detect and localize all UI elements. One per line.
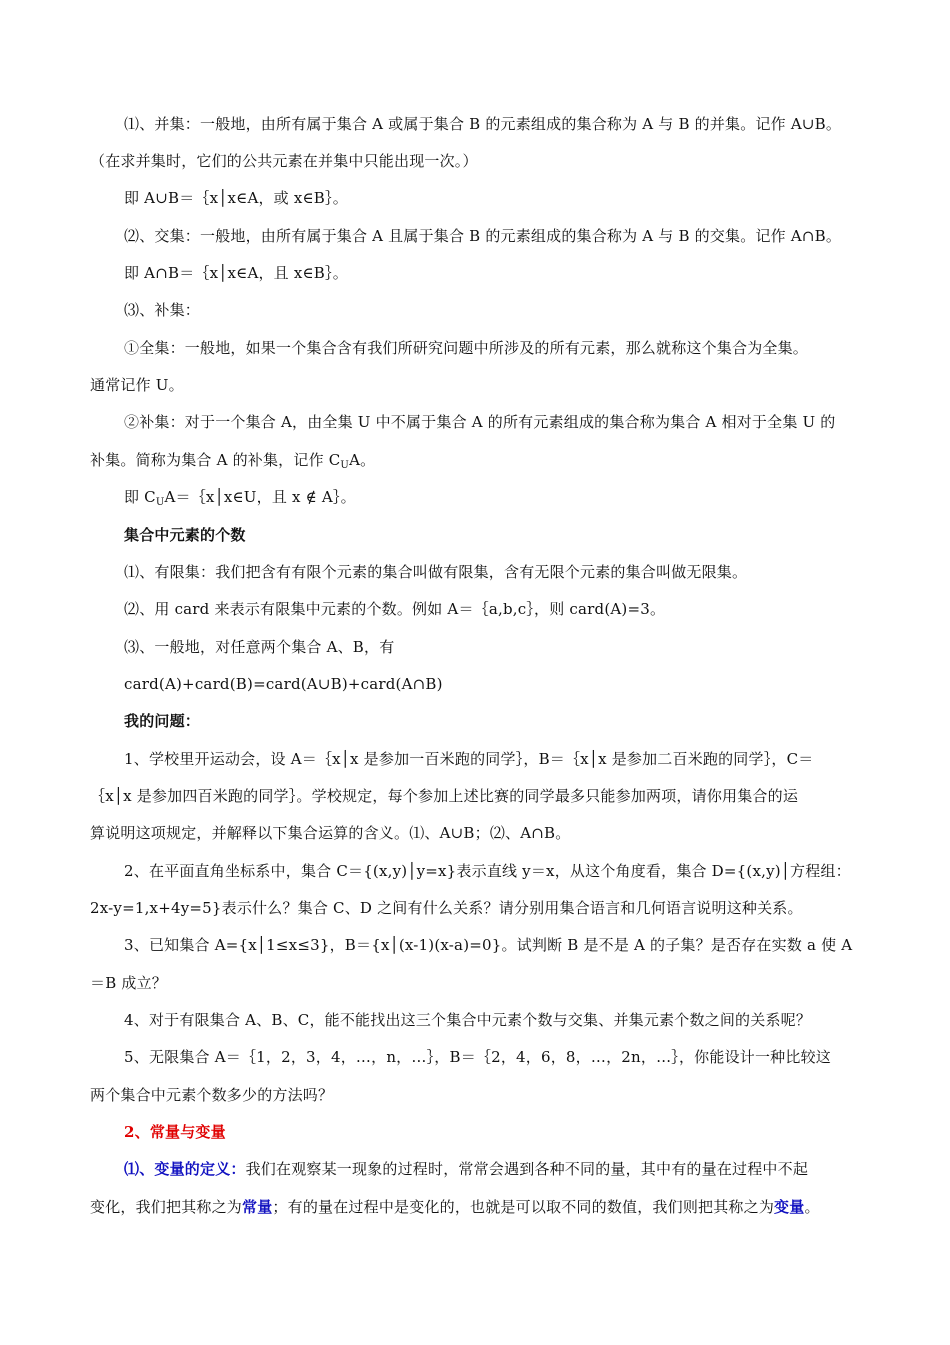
- finite-set-item: ⑴、有限集：我们把含有有限个元素的集合叫做有限集，含有无限个元素的集合叫做无限集。: [124, 563, 748, 581]
- two-sets-item: ⑶、一般地，对任意两个集合 A、B，有: [124, 638, 395, 656]
- question-1-line-3: 算说明这项规定，并解释以下集合运算的含义。⑴、A∪B；⑵、A∩B。: [90, 824, 571, 842]
- complement-subscript: U: [340, 460, 350, 471]
- element-count-heading: 集合中元素的个数: [124, 526, 246, 544]
- complement-formula: [124, 487, 356, 513]
- intersection-definition: ⑵、交集：一般地，由所有属于集合 A 且属于集合 B 的元素组成的集合称为 A 与 B 的交集。记作 A∩B。: [124, 227, 842, 245]
- complement-formula-start: 即 C: [124, 488, 156, 506]
- complement-line-2-text: 补集。简称为集合 A 的补集，记作 C: [90, 451, 341, 469]
- universal-set-line-1: ①全集：一般地，如果一个集合含有我们所研究问题中所涉及的所有元素，那么就称这个集合为全集。: [124, 339, 809, 357]
- section-2-heading: 2、常量与变量: [124, 1123, 226, 1141]
- variable-definition-text-a: 变化，我们把其称之为: [90, 1198, 243, 1216]
- universal-set-line-2: 通常记作 U。: [90, 376, 184, 394]
- complement-formula-end: A＝｛x│x∈U，且 x ∉ A｝。: [164, 488, 356, 506]
- complement-definition-line-2: [90, 450, 375, 476]
- term-variable: 变量: [774, 1198, 805, 1216]
- variable-definition-text-b: ；有的量在过程中是变化的，也就是可以取不同的数值，我们则把其称之为: [272, 1198, 775, 1216]
- variable-definition-line-2: [90, 1197, 820, 1217]
- question-3-line-1: 3、已知集合 A={x│1≤x≤3}，B＝{x│(x-1)(x-a)=0}。试判断 B 是不是 A 的子集？是否存在实数 a 使 A: [124, 936, 853, 954]
- term-constant: 常量: [242, 1198, 273, 1216]
- question-5-line-1: 5、无限集合 A＝｛1，2，3，4，…，n，…｝，B＝｛2，4，6，8，…，2n，…｝，你能设计一种比较这: [124, 1048, 831, 1066]
- question-3-line-2: ＝B 成立？: [90, 974, 167, 992]
- complement-line-2-end: A。: [349, 451, 376, 469]
- card-notation-item: ⑵、用 card 来表示有限集中元素的个数。例如 A＝｛a,b,c｝，则 card(A)=3。: [124, 600, 666, 618]
- complement-definition-line-1: ②补集：对于一个集合 A，由全集 U 中不属于集合 A 的所有元素组成的集合称为集合 A 相对于全集 U 的: [124, 413, 836, 431]
- union-definition-line-1: ⑴、并集：一般地，由所有属于集合 A 或属于集合 B 的元素组成的集合称为 A 与 B 的并集。记作 A∪B。: [124, 115, 842, 133]
- variable-definition-text-c: 。: [804, 1198, 820, 1216]
- variable-definition-text: 我们在观察某一现象的过程时，常常会遇到各种不同的量，其中有的量在过程中不起: [245, 1160, 809, 1178]
- question-2-line-2: 2x-y=1,x+4y=5}表示什么？集合 C、D 之间有什么关系？请分别用集合语言和几何语言说明这种关系。: [90, 899, 803, 917]
- card-formula: card(A)+card(B)=card(A∪B)+card(A∩B): [124, 675, 443, 693]
- intersection-formula: 即 A∩B＝｛x│x∈A，且 x∈B｝。: [124, 264, 348, 282]
- question-4: 4、对于有限集合 A、B、C，能不能找出这三个集合中元素个数与交集、并集元素个数之间的关系呢？: [124, 1011, 812, 1029]
- complement-formula-subscript: U: [155, 497, 165, 508]
- question-2-line-1: 2、在平面直角坐标系中，集合 C＝{(x,y)│y=x}表示直线 y＝x，从这个角度看，集合 D={(x,y)│方程组：: [124, 862, 851, 880]
- question-1-line-1: 1、学校里开运动会，设 A＝｛x│x 是参加一百米跑的同学｝，B＝｛x│x 是参加二百米跑的同学｝，C＝: [124, 750, 814, 768]
- union-formula: 即 A∪B＝｛x│x∈A，或 x∈B｝。: [124, 189, 348, 207]
- variable-definition-label: ⑴、变量的定义：: [124, 1160, 246, 1178]
- my-questions-heading: 我的问题：: [124, 712, 201, 730]
- complement-heading: ⑶、补集：: [124, 301, 201, 319]
- union-definition-line-2: （在求并集时，它们的公共元素在并集中只能出现一次。）: [90, 152, 478, 170]
- variable-definition-line-1: [124, 1159, 808, 1179]
- question-1-line-2: ｛x│x 是参加四百米跑的同学｝。学校规定，每个参加上述比赛的同学最多只能参加两项，请你用集合的运: [90, 787, 799, 805]
- question-5-line-2: 两个集合中元素个数多少的方法吗？: [90, 1086, 334, 1104]
